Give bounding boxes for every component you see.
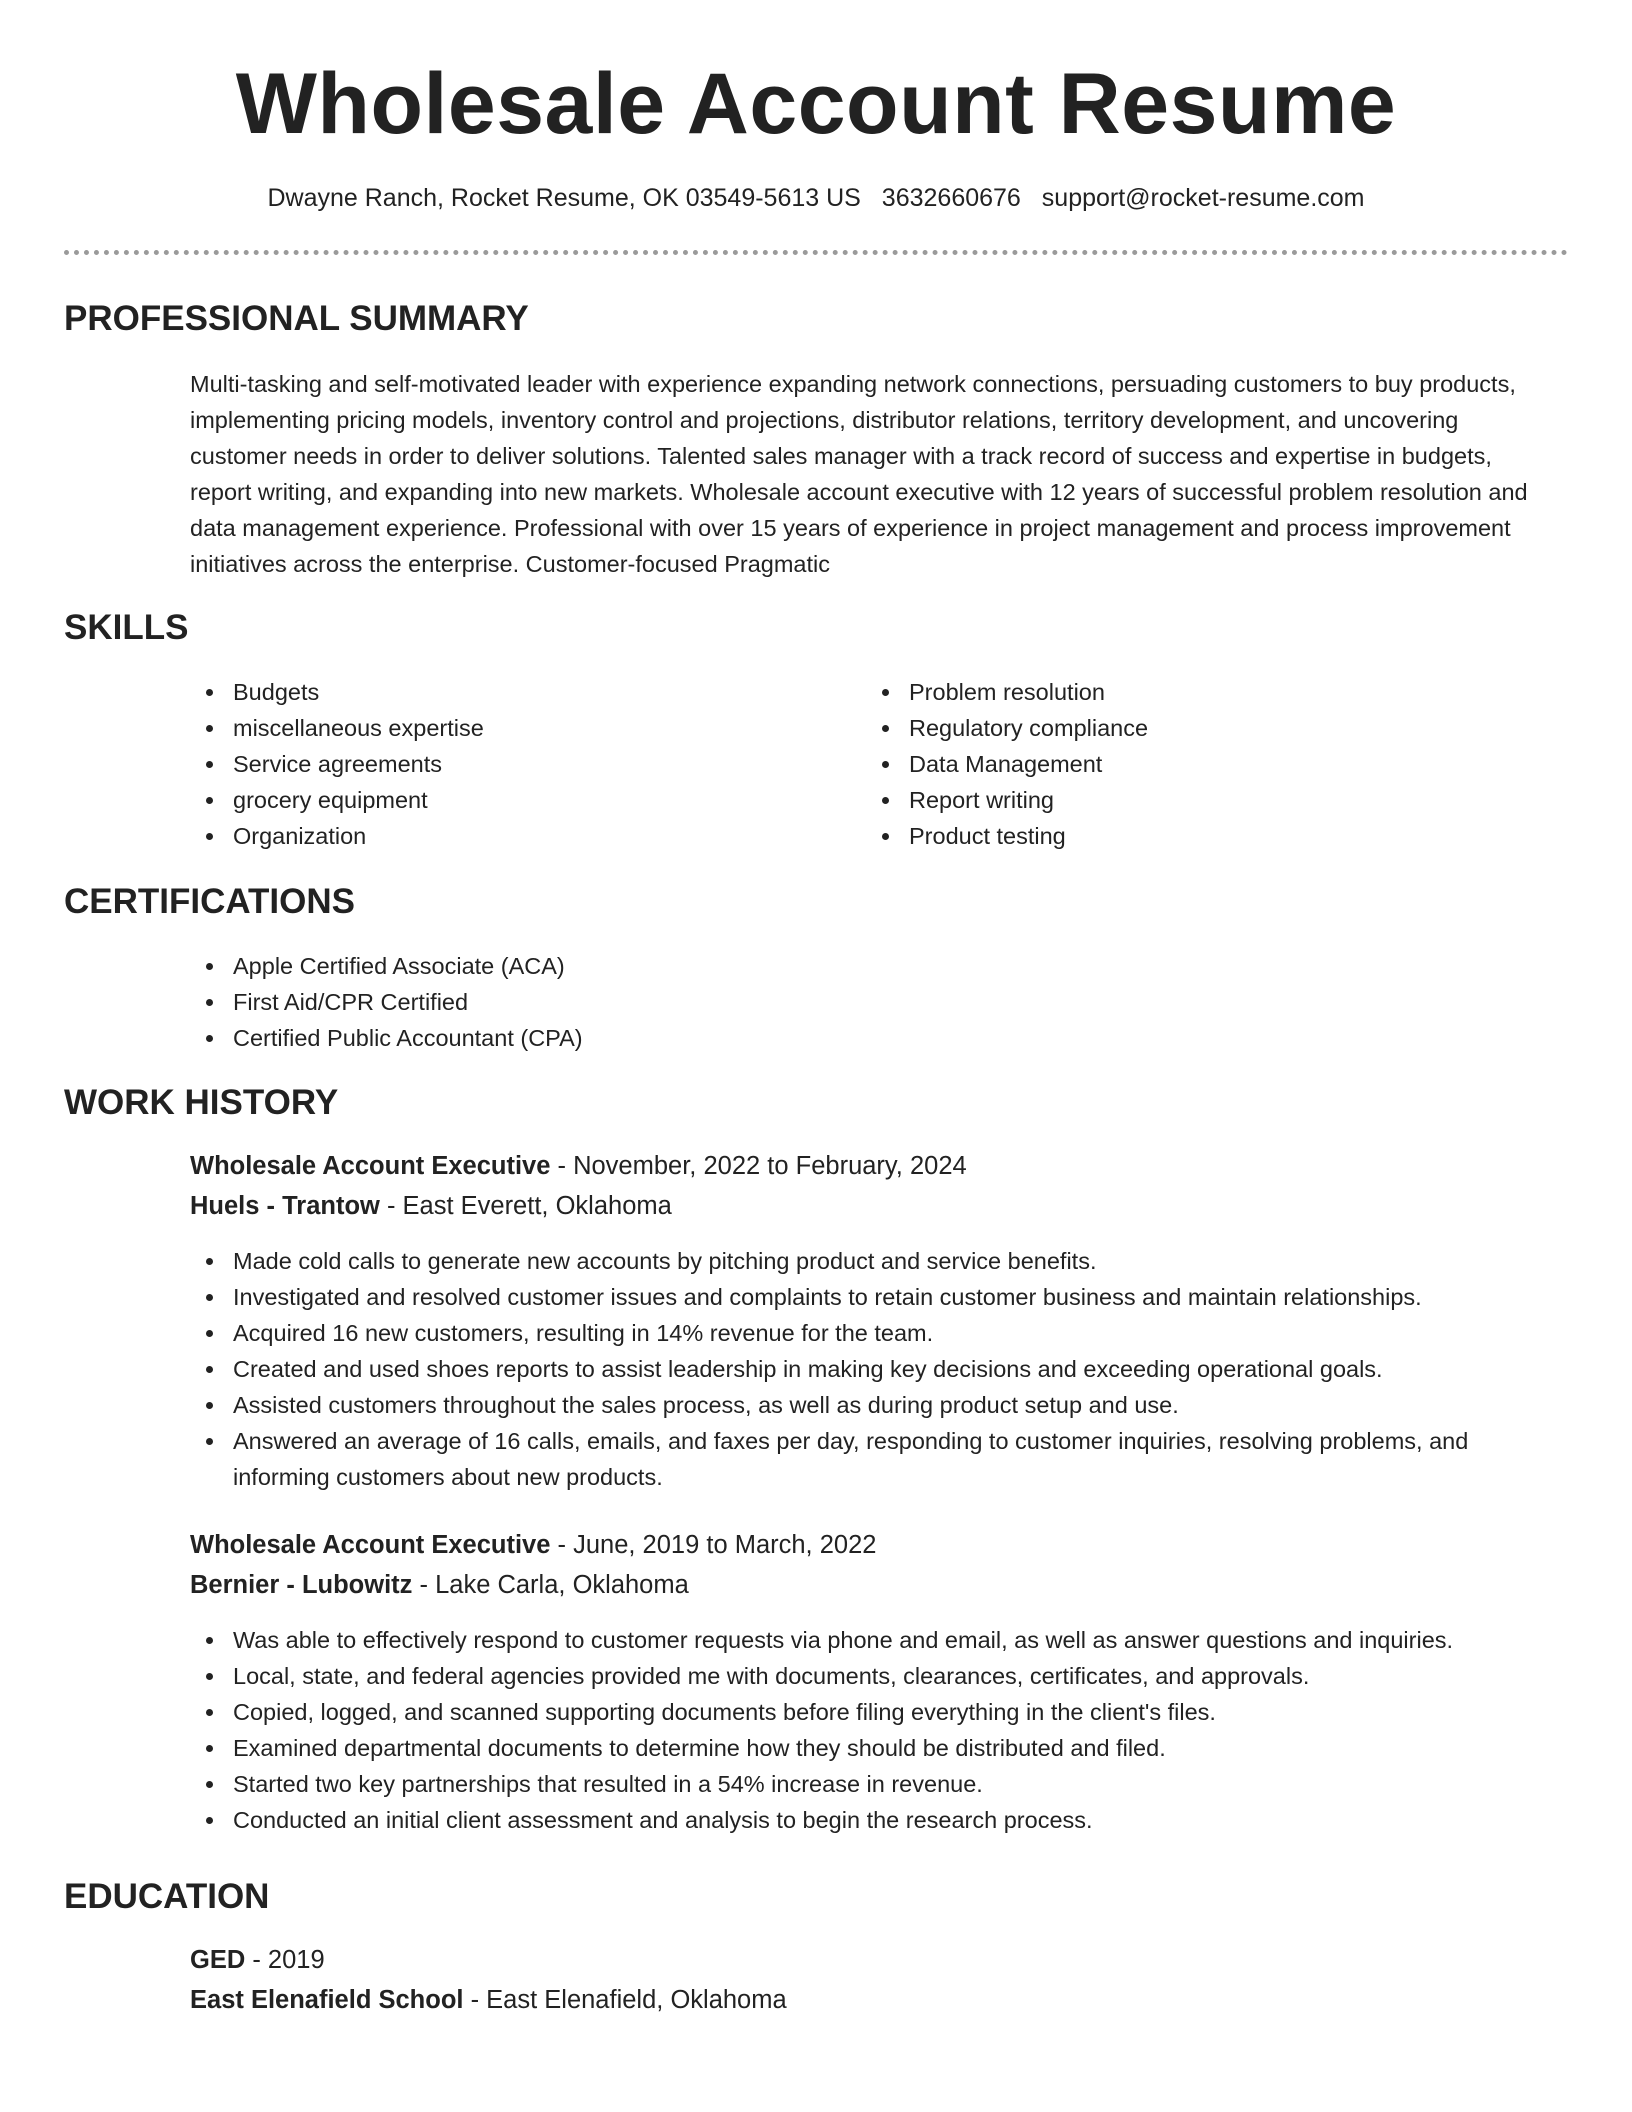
job-bullet: Conducted an initial client assessment and analysis to begin the research process. bbox=[190, 1802, 1590, 1838]
skill-item: Regulatory compliance bbox=[866, 710, 1506, 746]
job-bullet: Acquired 16 new customers, resulting in 14% revenue for the team. bbox=[190, 1315, 1550, 1351]
job-location: - East Everett, Oklahoma bbox=[379, 1192, 672, 1220]
job-bullet: Copied, logged, and scanned supporting documents before filing everything in the client's files. bbox=[190, 1694, 1590, 1730]
skill-item: Data Management bbox=[866, 746, 1506, 782]
certification-item: Apple Certified Associate (ACA) bbox=[190, 948, 1490, 984]
job-bullet: Started two key partnerships that resulted in a 54% increase in revenue. bbox=[190, 1766, 1590, 1802]
certification-item: Certified Public Accountant (CPA) bbox=[190, 1020, 1490, 1056]
skill-item: Product testing bbox=[866, 818, 1506, 854]
skills-list-right bbox=[866, 674, 1506, 854]
education-location: - East Elenafield, Oklahoma bbox=[463, 1986, 787, 2014]
contact-email: support@rocket-resume.com bbox=[1041, 184, 1365, 212]
skill-item: Problem resolution bbox=[866, 674, 1506, 710]
work-history-heading: WORK HISTORY bbox=[64, 1083, 339, 1122]
job-title-line bbox=[190, 1527, 876, 1563]
job-company-line bbox=[190, 1188, 672, 1224]
job-location: - Lake Carla, Oklahoma bbox=[412, 1571, 689, 1599]
skill-item: miscellaneous expertise bbox=[190, 710, 830, 746]
header-divider bbox=[64, 250, 1568, 255]
education-degree-line bbox=[190, 1942, 325, 1978]
contact-line bbox=[0, 180, 1632, 216]
job-title: Wholesale Account Executive bbox=[190, 1152, 551, 1180]
job-title-line bbox=[190, 1148, 967, 1184]
job-bullet: Made cold calls to generate new accounts by pitching product and service benefits. bbox=[190, 1243, 1550, 1279]
summary-heading: PROFESSIONAL SUMMARY bbox=[64, 299, 529, 338]
contact-phone: 3632660676 bbox=[881, 184, 1021, 212]
job-title: Wholesale Account Executive bbox=[190, 1531, 551, 1559]
contact-address: Dwayne Ranch, Rocket Resume, OK 03549-5613 US bbox=[267, 184, 861, 212]
job-dates: - November, 2022 to February, 2024 bbox=[550, 1152, 967, 1180]
education-school: East Elenafield School bbox=[190, 1986, 464, 2014]
education-heading: EDUCATION bbox=[64, 1877, 270, 1916]
job-bullet: Created and used shoes reports to assist leadership in making key decisions and exceeding operational goals. bbox=[190, 1351, 1550, 1387]
job-bullet: Assisted customers throughout the sales process, as well as during product setup and use. bbox=[190, 1387, 1550, 1423]
job-bullets bbox=[190, 1622, 1590, 1838]
summary-text: Multi-tasking and self-motivated leader with experience expanding network connections, persuading customers to buy products, implementing pricing models, inventory control and projections, distributor relations, territory development, and uncovering customer needs in order to deliver solutions. Talented sales manager with a track record of success and expertise in budgets, report writing, and expanding into new markets. Wholesale account executive with 12 years of successful problem resolution and data management experience. Professional with over 15 years of experience in project management and process improvement initiatives across the enterprise. Customer-focused Pragmatic bbox=[190, 371, 1528, 577]
skill-item: Report writing bbox=[866, 782, 1506, 818]
job-company: Huels - Trantow bbox=[190, 1192, 380, 1220]
certifications-list bbox=[190, 948, 1490, 1056]
job-bullets bbox=[190, 1243, 1550, 1495]
job-bullet: Local, state, and federal agencies provided me with documents, clearances, certificates, and approvals. bbox=[190, 1658, 1590, 1694]
education-degree: GED bbox=[190, 1946, 246, 1974]
job-bullet: Investigated and resolved customer issues and complaints to retain customer business and maintain relationships. bbox=[190, 1279, 1550, 1315]
education-school-line bbox=[190, 1982, 787, 2018]
certification-item: First Aid/CPR Certified bbox=[190, 984, 1490, 1020]
job-company-line bbox=[190, 1567, 689, 1603]
skills-list-left bbox=[190, 674, 830, 854]
skill-item: Budgets bbox=[190, 674, 830, 710]
certifications-heading: CERTIFICATIONS bbox=[64, 882, 356, 921]
skill-item: grocery equipment bbox=[190, 782, 830, 818]
job-bullet: Was able to effectively respond to customer requests via phone and email, as well as answer questions and inquiries. bbox=[190, 1622, 1590, 1658]
job-company: Bernier - Lubowitz bbox=[190, 1571, 413, 1599]
skill-item: Service agreements bbox=[190, 746, 830, 782]
job-bullet: Answered an average of 16 calls, emails, and faxes per day, responding to customer inquiries, resolving problems, and informing customers about new products. bbox=[190, 1423, 1550, 1495]
education-year: - 2019 bbox=[245, 1946, 325, 1974]
job-bullet: Examined departmental documents to determine how they should be distributed and filed. bbox=[190, 1730, 1590, 1766]
skill-item: Organization bbox=[190, 818, 830, 854]
resume-title: Wholesale Account Resume bbox=[235, 56, 1397, 152]
skills-heading: SKILLS bbox=[64, 608, 189, 647]
job-dates: - June, 2019 to March, 2022 bbox=[550, 1531, 877, 1559]
